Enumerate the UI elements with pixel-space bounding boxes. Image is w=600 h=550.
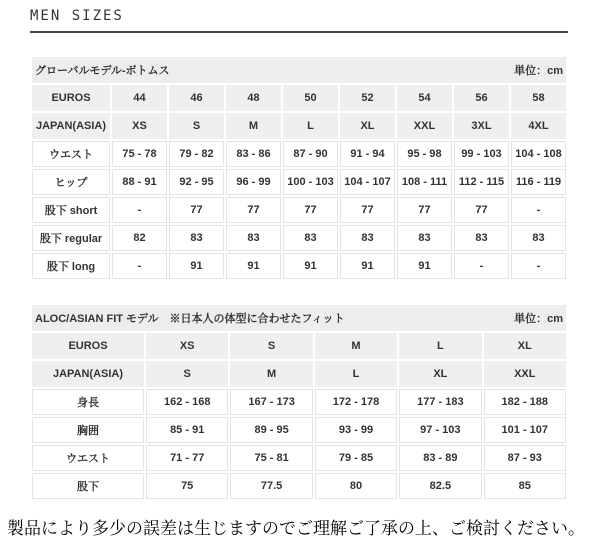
size-value-cell: 83 - 86: [226, 141, 281, 167]
size-data-row: [32, 197, 566, 223]
size-value-cell: 162 - 168: [146, 389, 228, 415]
size-value-cell: 93 - 99: [315, 417, 397, 443]
size-value-cell: 85 - 91: [146, 417, 228, 443]
size-value-cell: 75 - 78: [112, 141, 167, 167]
page-header: [30, 0, 568, 33]
size-header-row: [32, 333, 566, 359]
table-caption-cell: [32, 57, 566, 83]
global-model-size-table: [30, 55, 568, 281]
size-value-cell: 104 - 107: [340, 169, 395, 195]
size-header-cell: XL: [484, 333, 566, 359]
unit-label: 単位：cm: [514, 313, 563, 325]
size-value-cell: 104 - 108: [511, 141, 566, 167]
size-header-cell: L: [283, 113, 338, 139]
size-value-cell: 172 - 178: [315, 389, 397, 415]
size-value-cell: 75: [146, 473, 228, 499]
row-label-cell: ウエスト: [32, 141, 110, 167]
size-header-cell: XS: [146, 333, 228, 359]
size-value-cell: 92 - 95: [169, 169, 224, 195]
table-caption-row: [32, 57, 566, 83]
size-header-cell: 46: [169, 85, 224, 111]
size-header-row: [32, 85, 566, 111]
size-header-cell: 50: [283, 85, 338, 111]
row-label-cell: 股下 regular: [32, 225, 110, 251]
size-header-cell: 54: [397, 85, 452, 111]
size-value-cell: 77.5: [230, 473, 312, 499]
row-label-cell: 股下 short: [32, 197, 110, 223]
size-value-cell: 100 - 103: [283, 169, 338, 195]
size-header-cell: XL: [340, 113, 395, 139]
row-label-cell: 胸囲: [32, 417, 144, 443]
size-value-cell: 116 - 119: [511, 169, 566, 195]
size-value-cell: 82: [112, 225, 167, 251]
size-value-cell: 80: [315, 473, 397, 499]
size-header-cell: XXL: [397, 113, 452, 139]
size-value-cell: 167 - 173: [230, 389, 312, 415]
size-header-cell: XXL: [484, 361, 566, 387]
size-value-cell: -: [112, 197, 167, 223]
size-value-cell: 91: [283, 253, 338, 279]
size-value-cell: 101 - 107: [484, 417, 566, 443]
size-value-cell: 97 - 103: [399, 417, 481, 443]
size-value-cell: -: [511, 253, 566, 279]
size-data-row: [32, 225, 566, 251]
size-value-cell: 182 - 188: [484, 389, 566, 415]
header-row-label: JAPAN(ASIA): [32, 113, 110, 139]
size-header-cell: L: [315, 361, 397, 387]
size-value-cell: 77: [226, 197, 281, 223]
page-title: MEN SIZES: [30, 8, 124, 24]
size-value-cell: 95 - 98: [397, 141, 452, 167]
size-value-cell: 77: [169, 197, 224, 223]
asian-fit-size-table: [30, 303, 568, 501]
row-label-cell: 股下: [32, 473, 144, 499]
size-value-cell: 91: [226, 253, 281, 279]
size-data-row: [32, 141, 566, 167]
size-value-cell: 82.5: [399, 473, 481, 499]
size-header-cell: 3XL: [454, 113, 509, 139]
size-data-row: [32, 389, 566, 415]
size-value-cell: 77: [397, 197, 452, 223]
size-value-cell: 83: [283, 225, 338, 251]
size-value-cell: 79 - 82: [169, 141, 224, 167]
size-value-cell: 77: [283, 197, 338, 223]
size-header-cell: 52: [340, 85, 395, 111]
size-value-cell: 91 - 94: [340, 141, 395, 167]
size-value-cell: 89 - 95: [230, 417, 312, 443]
size-data-row: [32, 169, 566, 195]
size-value-cell: 83: [511, 225, 566, 251]
size-header-cell: 4XL: [511, 113, 566, 139]
size-header-cell: 48: [226, 85, 281, 111]
row-label-cell: 身長: [32, 389, 144, 415]
size-header-cell: 56: [454, 85, 509, 111]
caption-flex: [35, 62, 563, 78]
size-header-cell: 44: [112, 85, 167, 111]
size-value-cell: 91: [397, 253, 452, 279]
size-value-cell: 108 - 111: [397, 169, 452, 195]
size-data-row: [32, 473, 566, 499]
size-value-cell: 83: [340, 225, 395, 251]
size-header-cell: M: [226, 113, 281, 139]
size-value-cell: -: [112, 253, 167, 279]
table-caption: グローバルモデル-ボトムス: [35, 65, 170, 77]
unit-label: 単位：cm: [514, 65, 563, 77]
size-value-cell: 112 - 115: [454, 169, 509, 195]
size-header-cell: 58: [511, 85, 566, 111]
header-row-label: EUROS: [32, 333, 144, 359]
size-value-cell: 83: [169, 225, 224, 251]
size-value-cell: 85: [484, 473, 566, 499]
size-value-cell: 83: [226, 225, 281, 251]
size-value-cell: -: [511, 197, 566, 223]
footer-note: 製品により多少の誤差は生じますのでご理解ご了承の上、ご検討ください。: [7, 519, 585, 538]
row-label-cell: ウエスト: [32, 445, 144, 471]
size-header-cell: M: [315, 333, 397, 359]
size-data-row: [32, 417, 566, 443]
size-header-row: [32, 361, 566, 387]
row-label-cell: ヒップ: [32, 169, 110, 195]
row-label-cell: 股下 long: [32, 253, 110, 279]
content: [30, 0, 568, 501]
size-value-cell: 91: [340, 253, 395, 279]
size-header-cell: S: [230, 333, 312, 359]
size-value-cell: 87 - 93: [484, 445, 566, 471]
size-value-cell: 88 - 91: [112, 169, 167, 195]
size-header-cell: S: [169, 113, 224, 139]
size-value-cell: 96 - 99: [226, 169, 281, 195]
table-caption-row: [32, 305, 566, 331]
header-row-label: EUROS: [32, 85, 110, 111]
size-value-cell: 71 - 77: [146, 445, 228, 471]
size-value-cell: 75 - 81: [230, 445, 312, 471]
caption-flex: [35, 310, 563, 326]
size-value-cell: 83 - 89: [399, 445, 481, 471]
size-value-cell: 79 - 85: [315, 445, 397, 471]
size-value-cell: -: [454, 253, 509, 279]
size-header-cell: M: [230, 361, 312, 387]
size-value-cell: 83: [454, 225, 509, 251]
table-caption: ALOC/ASIAN FIT モデル ※日本人の体型に合わせたフィット: [35, 313, 345, 325]
global-model-table-block: [30, 55, 568, 281]
size-value-cell: 77: [340, 197, 395, 223]
size-header-row: [32, 113, 566, 139]
size-data-row: [32, 445, 566, 471]
table-caption-cell: [32, 305, 566, 331]
size-value-cell: 91: [169, 253, 224, 279]
size-header-cell: XL: [399, 361, 481, 387]
asian-fit-table-block: [30, 303, 568, 501]
size-value-cell: 87 - 90: [283, 141, 338, 167]
size-data-row: [32, 253, 566, 279]
size-value-cell: 83: [397, 225, 452, 251]
size-header-cell: L: [399, 333, 481, 359]
size-header-cell: XS: [112, 113, 167, 139]
size-header-cell: S: [146, 361, 228, 387]
size-value-cell: 99 - 103: [454, 141, 509, 167]
header-row-label: JAPAN(ASIA): [32, 361, 144, 387]
size-value-cell: 77: [454, 197, 509, 223]
size-value-cell: 177 - 183: [399, 389, 481, 415]
